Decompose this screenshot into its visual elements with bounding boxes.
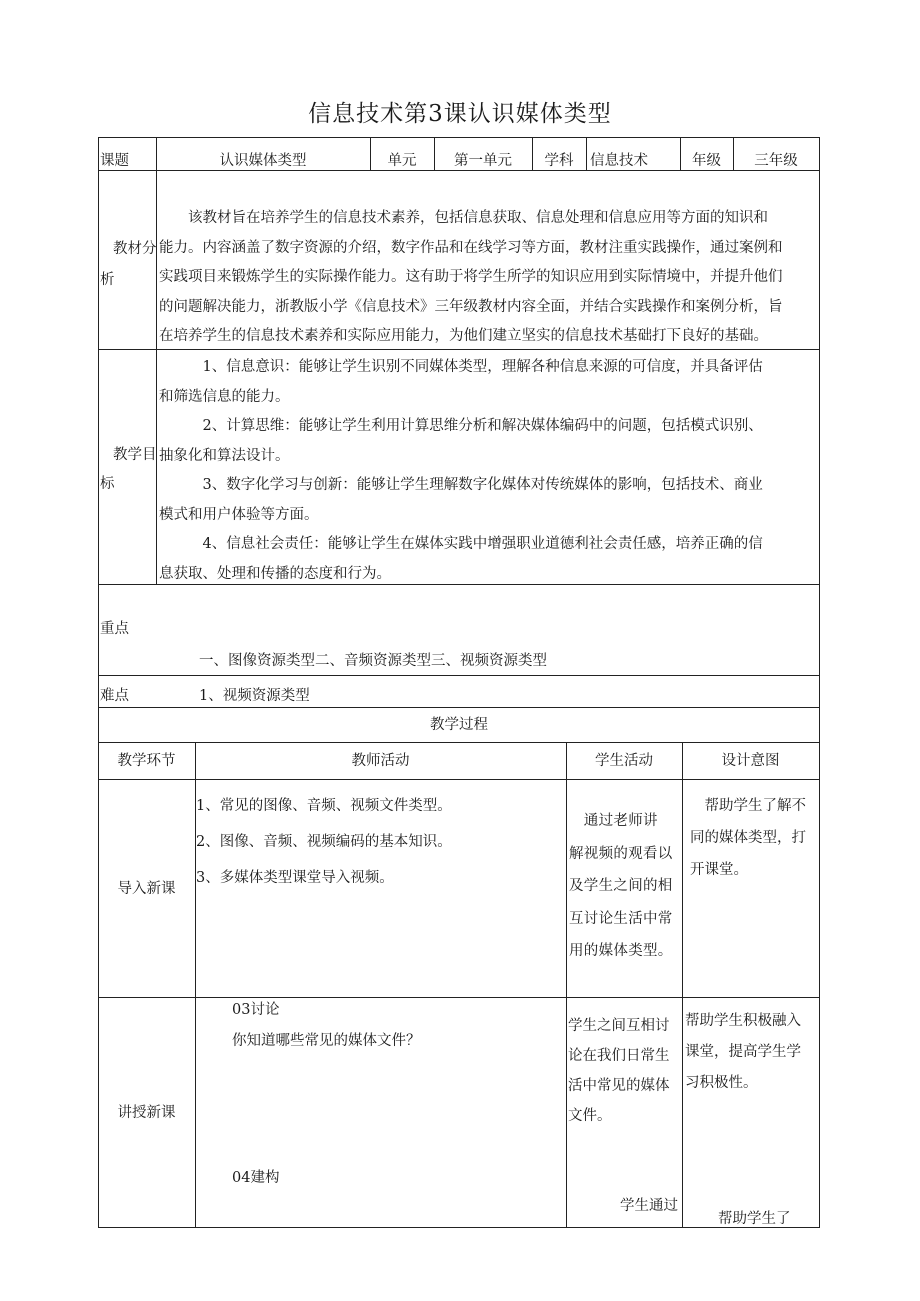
analysis-line: 实践项目来锻炼学生的实际操作能力。这有助于将学生所学的知识应用到实际情境中，并提升他们 — [159, 269, 783, 285]
objective-line: 3、数字化学习与创新：能够让学生理解数字化媒体对传统媒体的影响，包括技术、商业 — [159, 477, 763, 493]
column-header-student: 学生活动 — [595, 753, 653, 769]
teach-student-activity — [568, 1011, 682, 1131]
student-activity-line: 文件。 — [568, 1108, 612, 1124]
grade-value: 三年级 — [754, 153, 798, 169]
table-border — [98, 137, 99, 1228]
table-border — [98, 137, 820, 138]
teach-heading-construct: 04建构 — [232, 1170, 280, 1186]
objective-line: 4、信息社会责任：能够让学生在媒体实践中增强职业道德利社会责任感，培养正确的信 — [159, 536, 763, 552]
teach-student-tail: 学生通过 — [620, 1198, 678, 1214]
process-heading: 教学过程 — [430, 717, 488, 733]
student-activity-line: 及学生之间的相 — [569, 878, 673, 894]
row-divider — [98, 779, 820, 780]
analysis-label-cont: 析 — [100, 272, 115, 288]
grade-label: 年级 — [692, 153, 721, 169]
col-divider — [566, 742, 567, 1228]
analysis-line: 的问题解决能力，浙教版小学《信息技术》三年级教材内容全面，并结合实践操作和案例分析，旨 — [159, 298, 783, 315]
unit-value: 第一单元 — [454, 153, 512, 169]
col-divider — [586, 137, 587, 171]
column-header-intent: 设计意图 — [721, 753, 780, 769]
analysis-line: 能力。内容涵盖了数字资源的介绍，数字作品和在线学习等方面，教材注重实践操作，通过案例和 — [159, 239, 783, 256]
objectives-text — [159, 353, 819, 589]
col-divider — [156, 170, 157, 585]
objectives-label-cont: 标 — [100, 476, 115, 492]
student-activity-line: 解视频的观看以 — [569, 845, 673, 862]
analysis-line: 该教材旨在培养学生的信息技术素养，包括信息获取、信息处理和信息应用等方面的知识和 — [159, 210, 768, 226]
stage-intro: 导入新课 — [117, 881, 176, 897]
student-activity-line: 通过老师讲 — [569, 813, 658, 829]
table-border — [98, 1227, 820, 1228]
teach-intent-tail: 帮助学生了 — [718, 1211, 791, 1227]
student-activity-line: 活中常见的媒体 — [568, 1078, 670, 1094]
subject-label: 学科 — [544, 153, 574, 169]
student-activity-line: 用的媒体类型。 — [569, 943, 673, 959]
design-intent-line: 同的媒体类型，打 — [690, 830, 806, 846]
design-intent-line: 开课堂。 — [690, 862, 748, 878]
objective-line: 2、计算思维：能够让学生利用计算思维分析和解决媒体编码中的问题，包括模式识别、 — [159, 418, 763, 434]
key-point-label: 重点 — [100, 621, 129, 637]
row-divider — [98, 742, 820, 743]
analysis-line: 在培养学生的信息技术素养和实际应用能力，为他们建立坚实的信息技术基础打下良好的基础。 — [159, 328, 768, 344]
student-activity-line: 学生之间互相讨 — [568, 1018, 670, 1034]
objective-line: 息获取、处理和传播的态度和行为。 — [159, 565, 391, 582]
objective-line: 和筛选信息的能力。 — [159, 388, 290, 405]
design-intent-line: 帮助学生积极融入 — [685, 1013, 801, 1029]
design-intent-line: 帮助学生了解不 — [690, 798, 806, 814]
table-border — [819, 137, 820, 1228]
objective-line: 抽象化和算法设计。 — [159, 447, 290, 464]
topic-value: 认识媒体类型 — [219, 153, 307, 169]
key-point-text: 一、图像资源类型二、音频资源类型三、视频资源类型 — [199, 653, 547, 669]
teach-question: 你知道哪些常见的媒体文件？ — [232, 1033, 421, 1049]
column-header-teacher: 教师活动 — [351, 753, 410, 769]
teacher-activity-line: 2、图像、音频、视频编码的基本知识。 — [196, 834, 452, 850]
objective-line: 模式和用户体验等方面。 — [159, 506, 319, 523]
student-activity-line: 论在我们日常生 — [568, 1048, 670, 1064]
intro-student-activity — [569, 805, 681, 968]
teach-heading-discussion: 03讨论 — [232, 1002, 280, 1018]
difficulty-text: 1、视频资源类型 — [199, 688, 310, 704]
topic-label: 课题 — [100, 153, 129, 169]
difficulty-label: 难点 — [100, 688, 129, 704]
row-divider — [98, 707, 820, 708]
objective-line: 1、信息意识：能够让学生识别不同媒体类型，理解各种信息来源的可信度，并具备评估 — [159, 359, 763, 375]
column-header-stage: 教学环节 — [117, 753, 176, 769]
unit-label: 单元 — [387, 153, 417, 169]
objectives-label: 教学目 — [113, 447, 157, 463]
teacher-activity-line: 1、常见的图像、音频、视频文件类型。 — [196, 798, 452, 814]
intro-design-intent — [690, 790, 818, 886]
intro-teacher-activity — [196, 788, 452, 896]
analysis-text — [159, 204, 819, 352]
analysis-label: 教材分 — [113, 241, 157, 257]
row-divider — [98, 675, 820, 676]
design-intent-line: 课堂，提高学生学 — [685, 1044, 801, 1060]
subject-value: 信息技术 — [590, 153, 648, 169]
row-divider — [98, 997, 820, 998]
stage-teach: 讲授新课 — [117, 1105, 176, 1121]
col-divider — [682, 742, 683, 1228]
page-title: 信息技术第3课认识媒体类型 — [308, 101, 612, 127]
design-intent-line: 习积极性。 — [685, 1075, 758, 1091]
student-activity-line: 互讨论生活中常 — [569, 910, 673, 927]
teacher-activity-line: 3、多媒体类型课堂导入视频。 — [196, 870, 394, 886]
teach-design-intent — [685, 1006, 818, 1099]
